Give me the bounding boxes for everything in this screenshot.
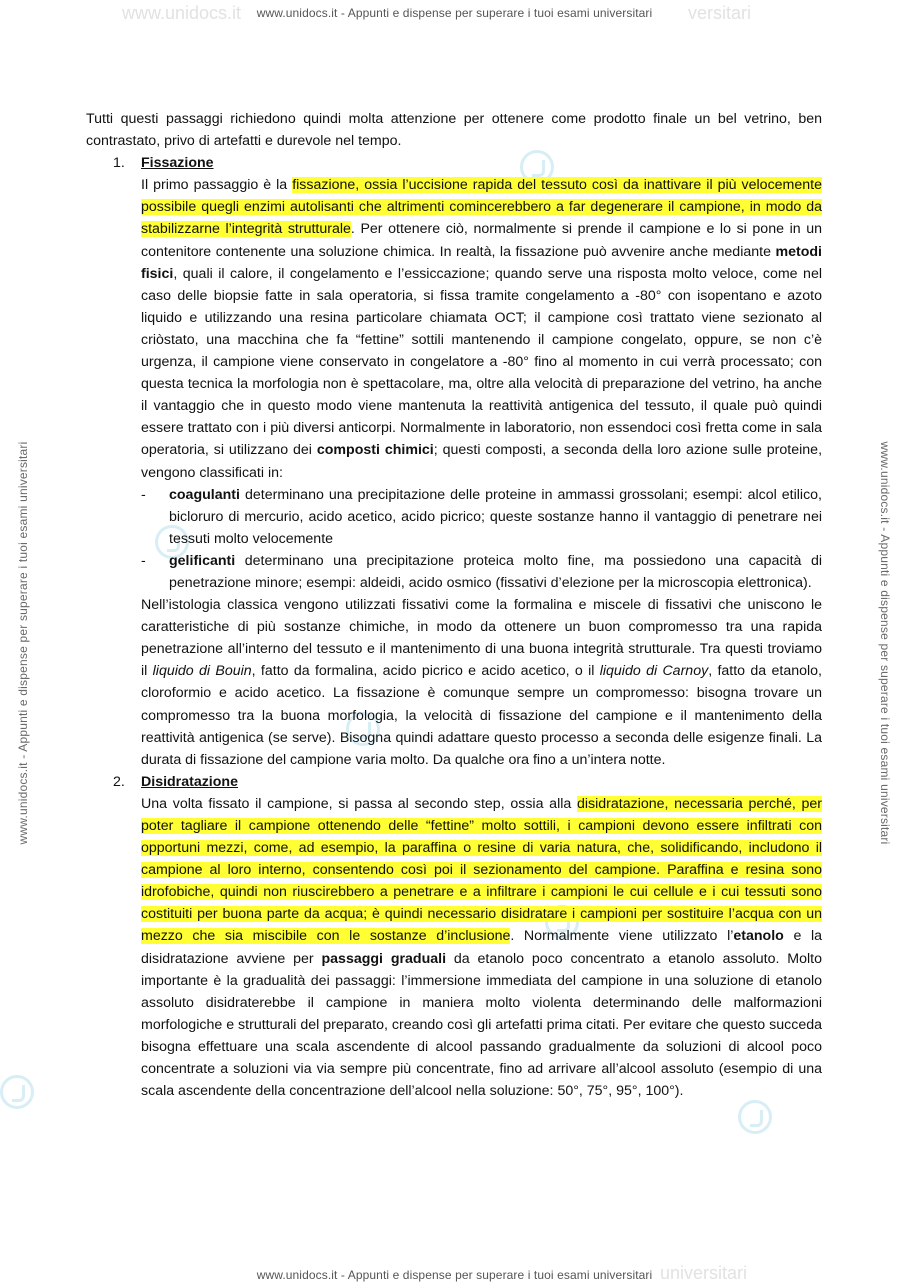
paragraph: Il primo passaggio è la fissazione, ossia l’uccisione rapida del tessuto così da inattivare il più velocemente possibile quegli enzimi autolisanti che altrimenti comincerebbero a far degenerare il campione, in modo da stabilizzarne l’integrità strutturale. Per ottenere ciò, normalmente si prende il campione e lo si pone in un contenitore contenente una soluzione chimica. In realtà, la fissazione può avvenire anche mediante metodi fisici, quali il calore, il congelamento e l’essiccazione; quando serve una risposta molto veloce, come nel caso delle biopsie fatte in sala operatoria, si fissa tramite congelamento a -80° con isopentano e azoto liquido e utilizzando una resina particolare chiamata OCT; il campione così trattato viene sezionato al criòstato, una macchina che fa “fettine” sottili mantenendo il campione congelato, oppure, se non c’è urgenza, il campione viene conservato in congelatore a -80° fino al momento in cui verrà processato; con questa tecnica la morfologia non è spettacolare, ma, oltre alla velocità di preparazione del vetrino, ha anche il vantaggio che in questo modo viene mantenuta la reattività antigenica del tessuto, il quale può quindi essere trattato con i più diversi anticorpi. Normalmente in laboratorio, non essendoci così fretta come in sala operatoria, si utilizzano dei composti chimici; questi composti, a seconda della loro azione sulle proteine, vengono classificati in: xyxy=(141,177,823,481)
seal-icon xyxy=(738,1100,772,1134)
ghost-watermark-top: www.unidocs.it xyxy=(122,3,242,23)
highlight: disidratazione, necessaria perché, per poter tagliare il campione ottenendo delle “fettine” molto sottili, i campioni devono essere infiltrati con opportuni mezzi, come, ad esempio, la paraffina o resine di varia natura, che, solidificando, includono il campione al loro interno, consentendo così poi il sezionamento del campione. Paraffina e resina sono idrofobiche, quindi non riuscirebbero a penetrare e a infiltrare i campioni le cui cellule e i cui tessuti sono costituiti per buona parte da acqua; è quindi necessario disidratare i campioni per sostituire l’acqua con un mezzo che sia miscibile con le sostanze d’inclusione xyxy=(141,795,823,945)
intro-paragraph: Tutti questi passaggi richiedono quindi molta attenzione per ottenere come prodotto finale un bel vetrino, ben contrastato, privo di artefatti e durevole nel tempo. xyxy=(86,111,822,150)
seal-icon xyxy=(0,1075,34,1109)
ghost-watermark-bottom-right: universitari xyxy=(660,1263,748,1283)
watermark-left: www.unidocs.it - Appunti e dispense per superare i tuoi esami universitari xyxy=(16,441,30,845)
watermark-right: www.unidocs.it - Appunti e dispense per superare i tuoi esami universitari xyxy=(878,441,892,845)
section-number: 1. xyxy=(113,155,125,172)
section-title: Disidratazione xyxy=(141,773,238,790)
section-fissazione xyxy=(86,152,822,771)
section-disidratazione xyxy=(86,771,822,1102)
list-item: - coagulanti determinano una precipitazione delle proteine in ammassi grossolani; esempi: alcol etilico, bicloruro di mercurio, acido acetico, acido picrico; queste sostanze hanno il vantaggio di penetrare nei tessuti molto velocemente xyxy=(141,486,822,547)
document-body xyxy=(86,108,822,1102)
paragraph: Una volta fissato il campione, si passa al secondo step, ossia alla disidratazione, necessaria perché, per poter tagliare il campione ottenendo delle “fettine” molto sottili, i campioni devono essere infiltrati con opportuni mezzi, come, ad esempio, la paraffina o resine di varia natura, che, solidificando, includono il campione al loro interno, consentendo così poi il sezionamento del campione. Paraffina e resina sono idrofobiche, quindi non riuscirebbero a penetrare e a infiltrare i campioni le cui cellule e i cui tessuti sono costituiti per buona parte da acqua; è quindi necessario disidratare i campioni per sostituire l’acqua con un mezzo che sia miscibile con le sostanze d’inclusione. Normalmente viene utilizzato l’etanolo e la disidratazione avviene per passaggi graduali da etanolo poco concentrato a etanolo assoluto. Molto importante è la gradualità dei passaggi: l’immersione immediata del campione in una soluzione di etanolo assoluto disidraterebbe il campione in maniera molto violenta determinando delle malformazioni morfologiche e strutturali del preparato, creando così gli artefatti prima citati. Per evitare che questo succeda bisogna effettuare una scala ascendente di alcool passando gradualmente da soluzioni di alcool poco concentrate a soluzioni via via sempre più concentrate, fino ad arrivare all’alcool assoluto (esempio di una scala ascendente della concentrazione dell’alcool nella soluzione: 50°, 75°, 95°, 100°). xyxy=(141,795,823,1100)
section-title: Fissazione xyxy=(141,155,214,172)
section-number: 2. xyxy=(113,773,125,790)
ghost-watermark-top-right: versitari xyxy=(688,3,752,23)
paragraph: Nell’istologia classica vengono utilizzati fissativi come la formalina e miscele di fissativi che uniscono le caratteristiche di più sostanze chimiche, in modo da ottenere un buon compromesso tra una rapida penetrazione all’interno del tessuto e il mantenimento di una buona integrità strutturale. Tra questi troviamo il liquido di Bouin, fatto da formalina, acido picrico e acido acetico, o il liquido di Carnoy, fatto da etanolo, cloroformio e acido acetico. La fissazione è comunque sempre un compromesso: bisogna trovare un compromesso tra la buona morfologia, la velocità di fissazione del campione e il mantenimento della reattività antigenica (se serve). Bisogna quindi adattare questo processo a seconda delle esigenze finali. La durata di fissazione del campione varia molto. Da qualche ora fino a un’intera notte. xyxy=(141,597,822,768)
watermark-footer[interactable]: www.unidocs.it - Appunti e dispense per superare i tuoi esami universitari xyxy=(256,1268,653,1282)
list-item: - gelificanti determinano una precipitazione proteica molto fine, ma possiedono una capacità di penetrazione minore; esempi: aldeidi, acido osmico (fissativi d’elezione per la microscopia elettronica). xyxy=(141,552,822,591)
highlight: fissazione, ossia l’uccisione rapida del tessuto così da inattivare il più velocemente possibile quegli enzimi autolisanti che altrimenti comincerebbero a far degenerare il campione, in modo da stabilizzarne l’integrità strutturale xyxy=(141,177,822,238)
watermark-header[interactable]: www.unidocs.it - Appunti e dispense per superare i tuoi esami universitari xyxy=(256,6,653,20)
